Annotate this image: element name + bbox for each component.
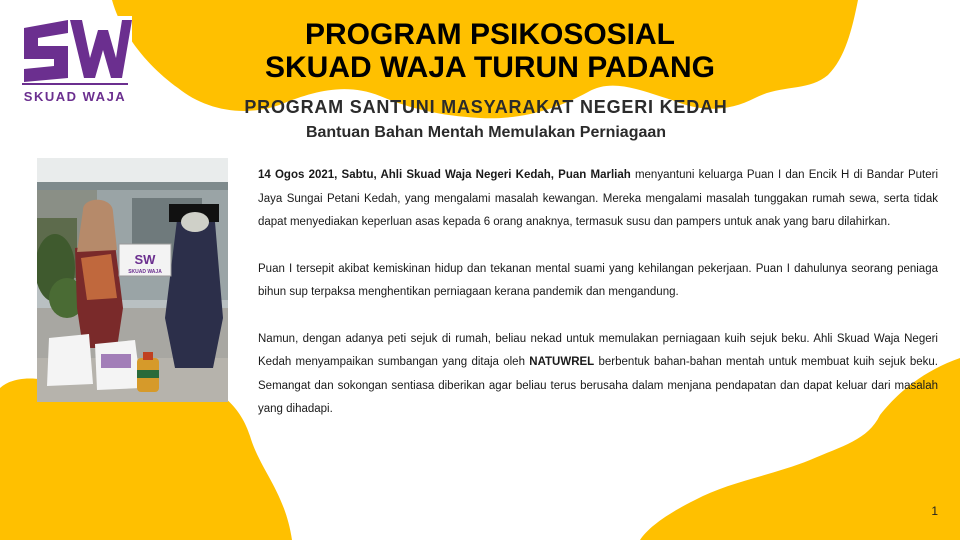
- logo-letter-s: [24, 20, 68, 82]
- box-logo-text: SKUAD WAJA: [128, 269, 162, 275]
- page-title-line-2: SKUAD WAJA TURUN PADANG: [265, 51, 715, 84]
- article-body: [258, 164, 938, 445]
- paragraph-3-text-b: berbentuk bahan-bahan mentah untuk membuat kuih sejuk beku. Semangat dan sokongan sentiasa diberikan agar beliau terus berusaha dalam menjana pendapatan dan dapat keluar dari masalah yang dihadapi.: [258, 356, 938, 415]
- sponsor-name: NATUWREL: [529, 356, 595, 368]
- paragraph-1: [258, 164, 938, 235]
- paragraph-1-text: menyantuni keluarga Puan I dan Encik H di Bandar Puteri Jaya Sungai Petani Kedah, yang mengalami masalah kewangan. Mereka mengalami masalah tunggakan rumah sewa, serta tidak dapat menyediakan keperluan asas kepada 6 orang anaknya, termasuk susu dan pampers untuk anak yang baru dilahirkan.: [258, 169, 939, 228]
- donation-bag-left: [47, 334, 93, 386]
- sw-logo-icon: [18, 16, 132, 86]
- box-logo-mark: SW: [134, 252, 156, 267]
- paragraph-1-lead: 14 Ogos 2021, Sabtu, Ahli Skuad Waja Negeri Kedah, Puan Marliah: [258, 169, 631, 181]
- logo-wordmark: SKUAD WAJA: [23, 89, 127, 104]
- page-number: 1: [931, 504, 938, 518]
- page-tagline: Bantuan Bahan Mentah Memulakan Perniagaan: [305, 124, 667, 141]
- skuad-waja-logo: [18, 16, 132, 108]
- event-photo: [37, 158, 228, 402]
- bottom-left-yellow-blob: [0, 378, 292, 540]
- page-subtitle: PROGRAM SANTUNI MASYARAKAT NEGERI KEDAH: [244, 97, 728, 117]
- page-title-line-1: PROGRAM PSIKOSOSIAL: [304, 18, 676, 51]
- paragraph-3-text-a: Namun, dengan adanya peti sejuk di rumah, beliau nekad untuk memulakan perniagaan kuih sejuk beku. Ahli Skuad Waja Negeri Kedah menyampaikan sumbangan yang ditaja oleh: [258, 332, 938, 368]
- paragraph-2: Puan I tersepit akibat kemiskinan hidup dan tekanan mental suami yang kehilangan pekerjaan. Puan I dahulunya seorang peniaga bihun sup terpaksa menghentikan perniagaan kerana pandemik dan mengandung.: [258, 262, 938, 298]
- paragraph-3: [258, 328, 938, 422]
